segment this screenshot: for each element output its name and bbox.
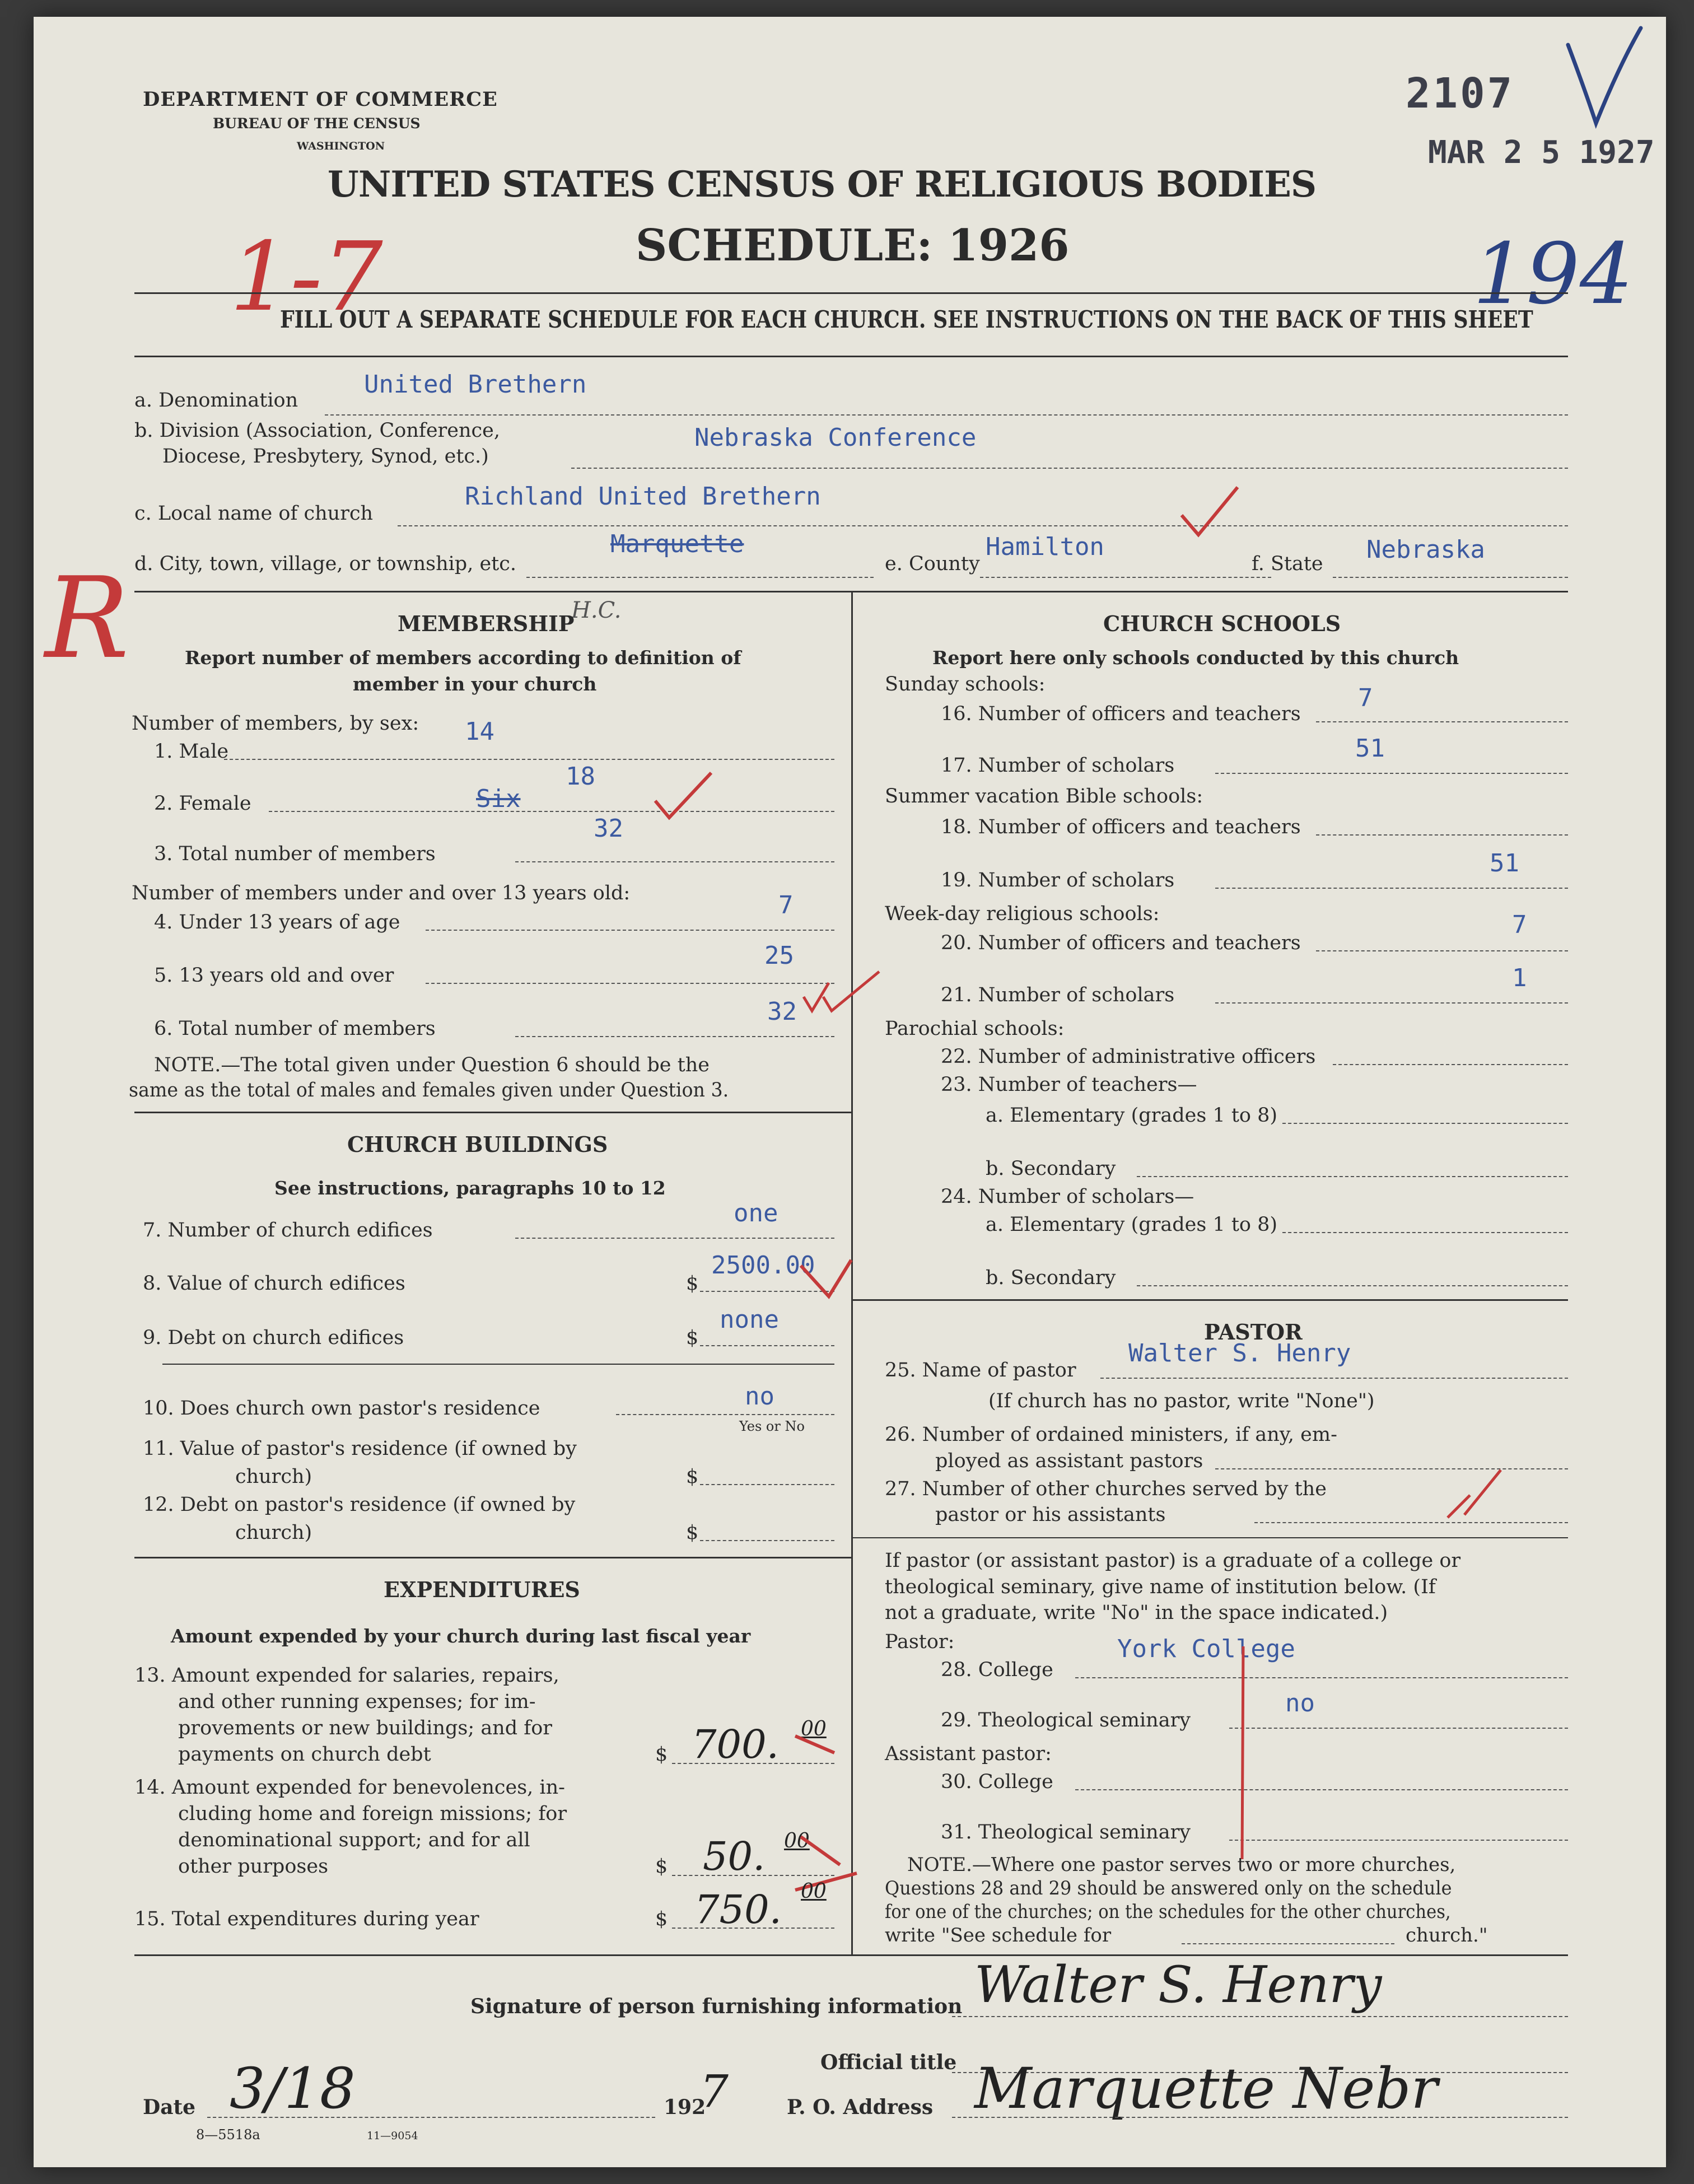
scholars-secondary-label: b. Secondary — [986, 1267, 1116, 1289]
membership-note-2: same as the total of males and females given under Question 3. — [129, 1079, 729, 1102]
edifices-count-label: 7. Number of church edifices — [143, 1219, 433, 1242]
title-rule-top — [134, 292, 1568, 294]
buildings-rule-1 — [162, 1364, 834, 1365]
check-mark-large — [1562, 22, 1646, 134]
weekday-scholars-line — [1215, 1002, 1568, 1004]
year-value: 7 — [700, 2065, 729, 2117]
assistant-ministers-line — [1215, 1468, 1568, 1469]
pastor-name-line — [1100, 1378, 1568, 1379]
sunday-teachers-label: 16. Number of officers and teachers — [941, 703, 1301, 725]
city-value: Marquette — [610, 530, 744, 558]
red-check-female — [650, 767, 717, 823]
total-expenditures-cents: 00 — [801, 1880, 827, 1903]
weekday-scholars-value: 1 — [1512, 964, 1527, 992]
over-13-label: 5. 13 years old and over — [154, 964, 394, 987]
county-line — [980, 577, 1271, 578]
weekday-teachers-line — [1316, 950, 1568, 951]
other-churches-label-2: pastor or his assistants — [935, 1504, 1166, 1526]
owns-residence-label: 10. Does church own pastor's residence — [143, 1397, 540, 1420]
pastor-note-1: NOTE.—Where one pastor serves two or more churches, — [907, 1854, 1456, 1876]
expense-salaries-cents: 00 — [801, 1718, 827, 1740]
edifices-value-label: 8. Value of church edifices — [143, 1272, 405, 1295]
total-expenditures-dollar: $ — [655, 1908, 668, 1930]
residence-debt-dollar: $ — [686, 1522, 699, 1544]
total-expenditures-line — [672, 1928, 834, 1929]
owns-residence-value: no — [745, 1382, 774, 1411]
seminary-value: no — [1285, 1689, 1315, 1718]
total-members-value: 32 — [594, 814, 623, 843]
edifices-value-dollar: $ — [686, 1272, 699, 1295]
pastor-name-value: Walter S. Henry — [1128, 1339, 1351, 1368]
teachers-elementary-line — [1282, 1123, 1568, 1124]
buildings-heading: CHURCH BUILDINGS — [347, 1132, 608, 1157]
weekday-teachers-label: 20. Number of officers and teachers — [941, 932, 1301, 954]
total-members-age-label: 6. Total number of members — [154, 1018, 436, 1040]
expense-benevolences-dollar: $ — [655, 1855, 668, 1878]
signature-value: Walter S. Henry — [974, 1956, 1382, 2014]
pastor-subhead: Pastor: — [885, 1631, 955, 1653]
date-label: Date — [143, 2096, 196, 2119]
parochial-admin-line — [1333, 1064, 1568, 1065]
sunday-teachers-line — [1316, 721, 1568, 722]
sunday-schools-label: Sunday schools: — [885, 673, 1046, 696]
summer-scholars-value: 51 — [1490, 849, 1519, 878]
red-check-edifices-value — [795, 1254, 857, 1305]
edifices-count-value: one — [734, 1199, 778, 1228]
red-check-total-members — [801, 969, 885, 1019]
state-value: Nebraska — [1366, 535, 1485, 564]
expense-salaries-label-1: 13. Amount expended for salaries, repairs, — [134, 1664, 559, 1687]
po-address-value: Marquette Nebr — [974, 2056, 1438, 2121]
graduate-instruction-3: not a graduate, write "No" in the space indicated.) — [885, 1602, 1388, 1624]
year-prefix: 192 — [664, 2096, 706, 2119]
members-by-age: Number of members under and over 13 years old: — [132, 882, 631, 904]
scholars-elementary-label: a. Elementary (grades 1 to 8) — [986, 1214, 1278, 1236]
form-subtitle: SCHEDULE: 1926 — [636, 220, 1070, 271]
handwritten-1-7: 1-7 — [230, 222, 383, 333]
expense-salaries-label-3: provements or new buildings; and for — [178, 1717, 553, 1739]
division-label-2: Diocese, Presbytery, Synod, etc.) — [162, 445, 489, 468]
pastor-name-label: 25. Name of pastor — [885, 1359, 1076, 1382]
seminary-label: 29. Theological seminary — [941, 1709, 1191, 1732]
schools-rule — [851, 1299, 1568, 1301]
female-label: 2. Female — [154, 792, 251, 815]
sunday-scholars-value: 51 — [1355, 734, 1385, 763]
local-name-line — [398, 525, 1568, 526]
under-13-value: 7 — [778, 891, 794, 920]
edifices-debt-label: 9. Debt on church edifices — [143, 1327, 404, 1349]
form-number-2: 11—9054 — [367, 2130, 418, 2142]
denomination-label: a. Denomination — [134, 389, 298, 412]
edifices-debt-line — [700, 1345, 834, 1346]
form-title: UNITED STATES CENSUS OF RELIGIOUS BODIES — [328, 164, 1317, 206]
parochial-schools-label: Parochial schools: — [885, 1018, 1065, 1040]
pastor-rule — [851, 1537, 1568, 1538]
membership-note-1: NOTE.—The total given under Question 6 should be the — [154, 1054, 710, 1076]
expense-benevolences-cents: 00 — [784, 1830, 810, 1852]
expense-benevolences-label-1: 14. Amount expended for benevolences, in- — [134, 1776, 565, 1799]
expense-benevolences-label-2: cluding home and foreign missions; for — [178, 1803, 567, 1825]
signature-line — [952, 2016, 1568, 2017]
expense-benevolences-label-3: denominational support; and for all — [178, 1829, 530, 1851]
expense-benevolences-value: 50. — [703, 1833, 766, 1879]
scholars-elementary-line — [1282, 1232, 1568, 1233]
membership-sub-2: member in your church — [353, 673, 597, 695]
seminary-line — [1229, 1728, 1568, 1729]
over-13-line — [426, 983, 834, 984]
po-address-line — [952, 2117, 1568, 2118]
date-line — [207, 2117, 655, 2118]
denomination-value: United Brethern — [364, 370, 587, 399]
assistant-college-line — [1075, 1789, 1568, 1790]
red-check-local-name — [1176, 482, 1243, 543]
bureau-name: BUREAU OF THE CENSUS — [213, 115, 421, 132]
local-name-label: c. Local name of church — [134, 502, 374, 525]
teachers-secondary-line — [1137, 1176, 1568, 1177]
denomination-line — [325, 414, 1568, 416]
members-by-sex: Number of members, by sex: — [132, 712, 419, 735]
census-schedule-page — [34, 17, 1666, 2167]
date-value: 3/18 — [230, 2056, 356, 2121]
pastor-heading: PASTOR — [1204, 1319, 1303, 1345]
residence-value-label-2: church) — [235, 1466, 312, 1488]
summer-teachers-label: 18. Number of officers and teachers — [941, 816, 1301, 838]
weekday-schools-label: Week-day religious schools: — [885, 903, 1160, 925]
summer-teachers-line — [1316, 834, 1568, 836]
assistant-ministers-label-1: 26. Number of ordained ministers, if any, em- — [885, 1424, 1337, 1446]
schools-heading: CHURCH SCHOOLS — [1103, 611, 1341, 636]
parochial-teachers-label: 23. Number of teachers— — [941, 1074, 1197, 1096]
edifices-value-amount: 2500.00 — [711, 1251, 815, 1280]
assistant-ministers-label-2: ployed as assistant pastors — [935, 1450, 1203, 1472]
graduate-instruction-1: If pastor (or assistant pastor) is a graduate of a college or — [885, 1550, 1461, 1572]
total-members-line — [515, 861, 834, 862]
edifices-debt-value: none — [720, 1305, 779, 1334]
summer-schools-label: Summer vacation Bible schools: — [885, 785, 1203, 808]
pastor-none-hint: (If church has no pastor, write "None") — [988, 1390, 1375, 1412]
male-label: 1. Male — [154, 740, 229, 763]
title-rule-bottom — [134, 356, 1568, 357]
division-value: Nebraska Conference — [694, 423, 977, 452]
assistant-pastor-subhead: Assistant pastor: — [885, 1743, 1052, 1765]
female-struck-value: Six — [476, 785, 521, 813]
po-address-label: P. O. Address — [787, 2096, 934, 2119]
residence-debt-label-2: church) — [235, 1522, 312, 1544]
division-line — [571, 468, 1568, 469]
over-13-value: 25 — [764, 941, 794, 970]
pastor-note-3: for one of the churches; on the schedules for the other churches, — [885, 1901, 1451, 1923]
city-label: d. City, town, village, or township, etc. — [134, 553, 516, 575]
parochial-scholars-label: 24. Number of scholars— — [941, 1186, 1194, 1208]
local-name-value: Richland United Brethern — [465, 482, 821, 511]
summer-scholars-line — [1215, 888, 1568, 889]
male-line — [224, 759, 834, 760]
official-title-label: Official title — [820, 2051, 957, 2074]
under-13-label: 4. Under 13 years of age — [154, 911, 400, 934]
expenditures-sub: Amount expended by your church during last fiscal year — [171, 1625, 751, 1647]
yes-or-no-hint: Yes or No — [739, 1418, 805, 1434]
owns-residence-line — [616, 1414, 834, 1415]
college-line — [1075, 1677, 1568, 1678]
graduate-instruction-2: theological seminary, give name of institution below. (If — [885, 1576, 1436, 1598]
other-churches-line — [1254, 1522, 1568, 1523]
sunday-scholars-label: 17. Number of scholars — [941, 754, 1175, 777]
college-value: York College — [1117, 1635, 1295, 1663]
male-value: 14 — [465, 717, 494, 746]
membership-heading: MEMBERSHIP — [398, 611, 575, 636]
total-expenditures-label: 15. Total expenditures during year — [134, 1908, 479, 1930]
total-expenditures-value: 750. — [694, 1887, 782, 1933]
total-members-age-line — [515, 1036, 834, 1037]
teachers-elementary-label: a. Elementary (grades 1 to 8) — [986, 1104, 1278, 1127]
schools-sub: Report here only schools conducted by this church — [932, 647, 1459, 669]
expense-salaries-value: 700. — [692, 1721, 779, 1767]
pastor-note-4: write "See schedule for — [885, 1924, 1112, 1947]
scholars-secondary-line — [1137, 1285, 1568, 1286]
parochial-admin-label: 22. Number of administrative officers — [941, 1046, 1316, 1068]
division-label-1: b. Division (Association, Conference, — [134, 419, 500, 442]
form-number-1: 8—5518a — [196, 2127, 260, 2143]
separate-schedule-instruction: FILL OUT A SEPARATE SCHEDULE FOR EACH CHURCH. SEE INSTRUCTIONS ON THE BACK OF THIS SHEET — [280, 306, 1533, 333]
membership-rule — [134, 1112, 851, 1113]
sunday-scholars-line — [1215, 773, 1568, 774]
expense-benevolences-label-4: other purposes — [178, 1855, 329, 1878]
buildings-sub: See instructions, paragraphs 10 to 12 — [274, 1177, 666, 1199]
sunday-teachers-value: 7 — [1358, 684, 1373, 712]
county-label: e. County — [885, 553, 980, 575]
weekday-teachers-value: 7 — [1512, 911, 1527, 939]
state-line — [1333, 577, 1568, 578]
residence-debt-line — [700, 1540, 834, 1541]
expenditures-heading: EXPENDITURES — [384, 1577, 580, 1602]
red-mark-other-churches — [1439, 1462, 1506, 1523]
signature-label: Signature of person furnishing information — [470, 1995, 963, 2018]
pastor-note-2: Questions 28 and 29 should be answered only on the schedule — [885, 1877, 1452, 1900]
membership-sub-1: Report number of members according to definition of — [185, 647, 741, 669]
other-churches-label-1: 27. Number of other churches served by the — [885, 1478, 1327, 1500]
county-value: Hamilton — [986, 533, 1104, 561]
expense-salaries-dollar: $ — [655, 1743, 668, 1766]
receipt-number-stamp: 2107 — [1406, 69, 1515, 118]
assistant-seminary-label: 31. Theological seminary — [941, 1821, 1191, 1844]
handwritten-194: 194 — [1473, 226, 1634, 323]
teachers-secondary-label: b. Secondary — [986, 1158, 1116, 1180]
female-line — [269, 811, 834, 812]
pastor-note-5: church." — [1406, 1924, 1488, 1947]
assistant-seminary-line — [1229, 1840, 1568, 1841]
total-members-label: 3. Total number of members — [154, 843, 436, 865]
state-label: f. State — [1252, 553, 1323, 575]
college-label: 28. College — [941, 1659, 1053, 1681]
assistant-college-label: 30. College — [941, 1771, 1053, 1793]
expense-salaries-label-2: and other running expenses; for im- — [178, 1691, 536, 1713]
see-schedule-line — [1182, 1943, 1394, 1944]
female-value: 18 — [566, 762, 595, 791]
weekday-scholars-label: 21. Number of scholars — [941, 984, 1175, 1006]
handwritten-hc: H.C. — [571, 598, 622, 623]
receipt-date-stamp: MAR 2 5 1927 — [1428, 134, 1655, 171]
total-members-age-value: 32 — [767, 997, 797, 1026]
department-name: DEPARTMENT OF COMMERCE — [143, 88, 498, 111]
residence-value-label-1: 11. Value of pastor's residence (if owned by — [143, 1438, 577, 1460]
handwritten-r: R — [45, 553, 129, 684]
buildings-rule-2 — [134, 1557, 851, 1558]
edifices-count-line — [515, 1238, 834, 1239]
residence-debt-label-1: 12. Debt on pastor's residence (if owned by — [143, 1494, 576, 1516]
city-line — [526, 577, 874, 578]
summer-scholars-label: 19. Number of scholars — [941, 869, 1175, 892]
residence-value-dollar: $ — [686, 1466, 699, 1488]
bureau-city: WASHINGTON — [297, 140, 385, 152]
under-13-line — [426, 930, 834, 931]
residence-value-line — [700, 1484, 834, 1485]
edifices-debt-dollar: $ — [686, 1327, 699, 1349]
expense-salaries-label-4: payments on church debt — [178, 1743, 431, 1766]
red-vertical-mark — [1232, 1644, 1254, 1862]
